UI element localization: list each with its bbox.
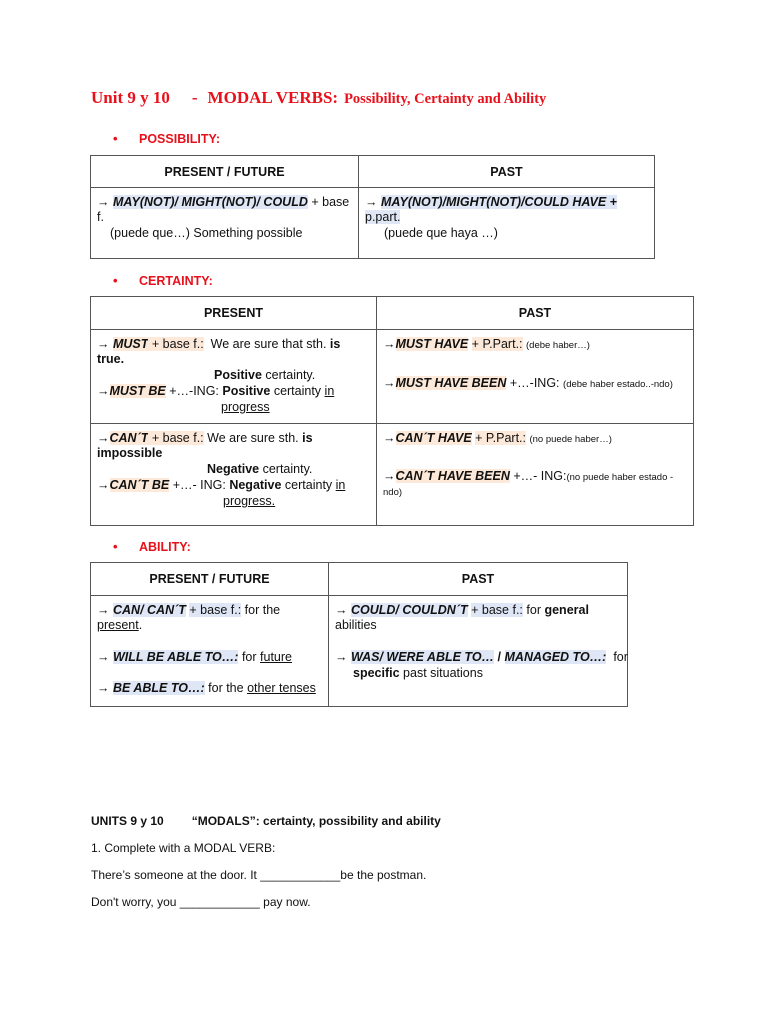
certainty-col-past: PAST	[377, 297, 694, 330]
certainty-must-present-cell: → MUST + base f.: We are sure that sth. is true. Positive certainty. →MUST BE +…-ING: Positive certainty in progress	[91, 330, 377, 424]
arrow-icon: →	[383, 376, 396, 390]
arrow-icon: →	[97, 195, 110, 209]
note-text: (puede que…) Something possible	[110, 226, 303, 240]
certainty-cant-past-cell: →CAN´T HAVE + P.Part.: (no puede haber…) →CAN´T HAVE BEEN +…- ING:(no puede haber estado - ndo)	[377, 424, 694, 526]
possibility-col-present: PRESENT / FUTURE	[91, 156, 359, 188]
possibility-col-past: PAST	[359, 156, 655, 188]
arrow-icon: →	[97, 384, 110, 398]
title-dash: -	[191, 88, 198, 107]
note-text: (puede que haya …)	[384, 226, 498, 240]
title-unit: Unit 9 y 10	[91, 88, 170, 107]
exercise-header: UNITS 9 y 10 “MODALS”: certainty, possibility and ability	[91, 814, 441, 828]
modal-phrase: MAY(NOT)/ MIGHT(NOT)/ COULD	[112, 195, 308, 209]
arrow-icon: →	[365, 195, 378, 209]
possibility-past-cell: → MAY(NOT)/MIGHT(NOT)/COULD HAVE + p.part. (puede que haya …)	[359, 188, 655, 259]
ability-table	[90, 562, 628, 707]
ability-present-cell: → CAN/ CAN´T + base f.: for the present. → WILL BE ABLE TO…: for future → BE ABLE TO…: for the other tenses	[91, 596, 329, 707]
title-modal-verbs: MODAL VERBS:	[207, 88, 339, 107]
certainty-must-past-cell: →MUST HAVE + P.Part.: (debe haber…) →MUST HAVE BEEN +…-ING: (debe haber estado..-ndo)	[377, 330, 694, 424]
exercise-line-1: There’s someone at the door. It ____________be the postman.	[91, 868, 427, 882]
ability-past-cell: → COULD/ COULDN´T + base f.: for general abilities → WAS/ WERE ABLE TO… / MANAGED TO…: for specific past situations	[329, 596, 628, 707]
arrow-icon: →	[97, 478, 110, 492]
arrow-icon: →	[335, 650, 348, 664]
arrow-icon: →	[97, 431, 110, 445]
bullet-icon: •	[113, 131, 118, 146]
possibility-present-cell: → MAY(NOT)/ MIGHT(NOT)/ COULD + base f. (puede que…) Something possible	[91, 188, 359, 259]
arrow-icon: →	[383, 469, 396, 483]
bullet-icon: •	[113, 273, 118, 288]
arrow-icon: →	[383, 431, 396, 445]
arrow-icon: →	[335, 603, 348, 617]
exercise-line-2: Don't worry, you ____________ pay now.	[91, 895, 311, 909]
arrow-icon: →	[383, 337, 396, 351]
possibility-heading: • POSSIBILITY:	[113, 131, 221, 146]
certainty-table	[90, 296, 694, 526]
ability-heading: • ABILITY:	[113, 539, 191, 554]
certainty-heading: • CERTAINTY:	[113, 273, 213, 288]
arrow-icon: →	[97, 603, 110, 617]
possibility-table	[90, 155, 655, 259]
certainty-cant-present-cell: →CAN´T + base f.: We are sure sth. is impossible Negative certainty. →CAN´T BE +…- ING: Negative certainty in progress.	[91, 424, 377, 526]
arrow-icon: →	[97, 681, 110, 695]
ability-col-present: PRESENT / FUTURE	[91, 563, 329, 596]
exercise-instruction: 1. Complete with a MODAL VERB:	[91, 841, 276, 855]
arrow-icon: →	[97, 337, 110, 351]
title-topics: Possibility, Certainty and Ability	[344, 91, 547, 107]
ability-col-past: PAST	[329, 563, 628, 596]
certainty-col-present: PRESENT	[91, 297, 377, 330]
bullet-icon: •	[113, 539, 118, 554]
arrow-icon: →	[97, 650, 110, 664]
modal-phrase: MAY(NOT)/MIGHT(NOT)/COULD HAVE +	[380, 195, 617, 209]
page-title	[91, 88, 546, 108]
